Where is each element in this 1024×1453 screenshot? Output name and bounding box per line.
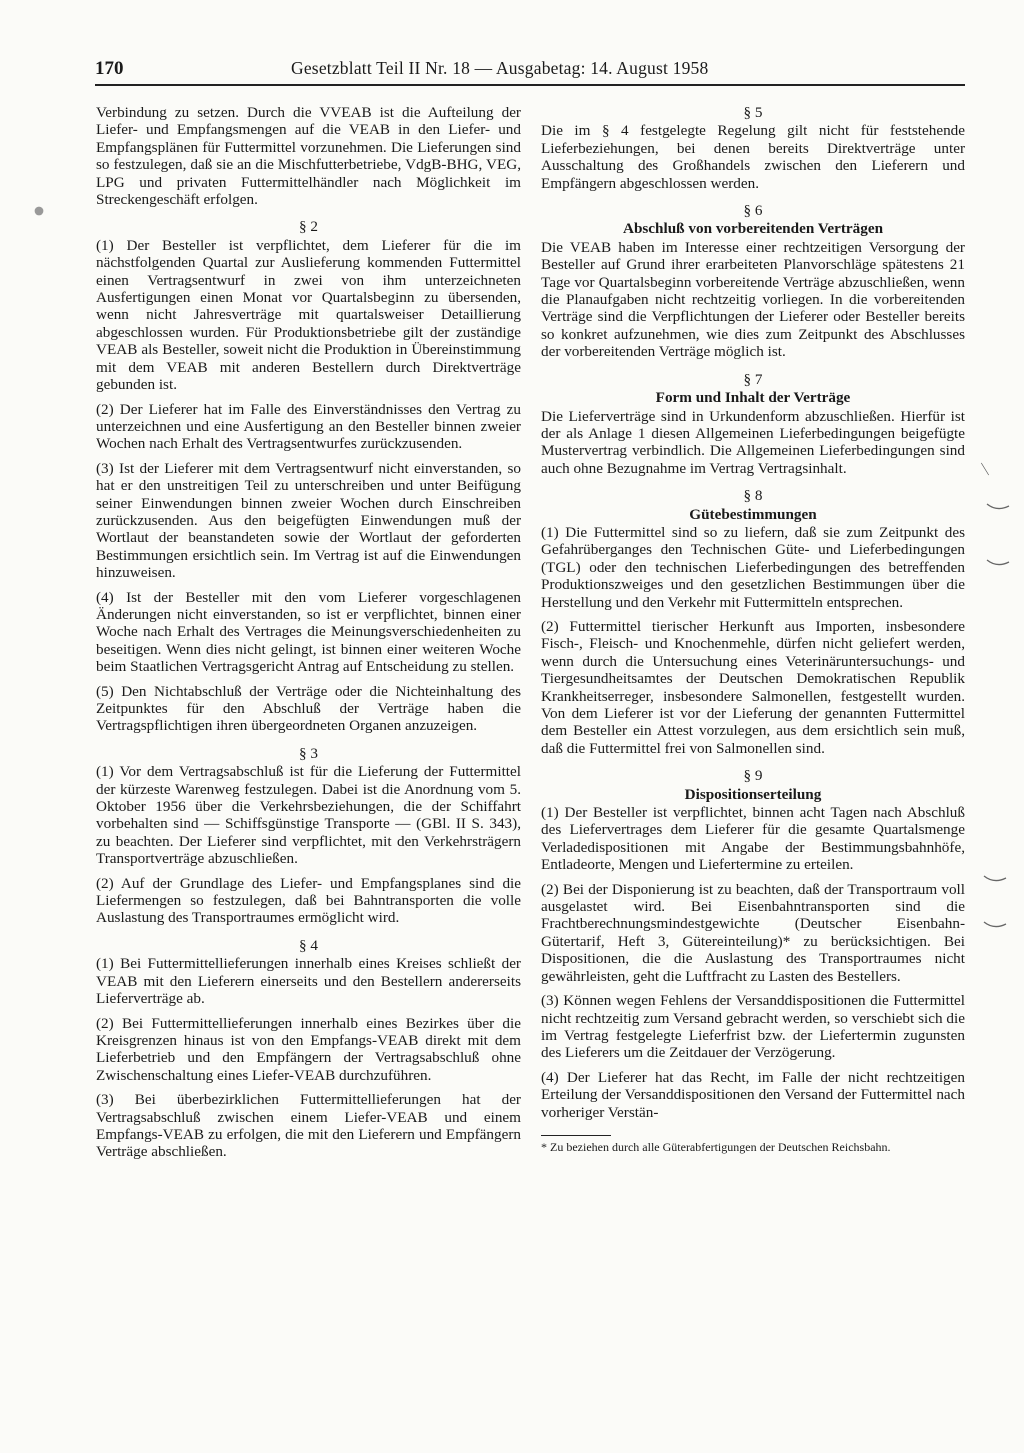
s5-paragraph-1: Die im § 4 festgelegte Regelung gilt nicht für feststehende Lieferbeziehungen, bei denen bereits Direktverträge unter Ausschaltung des Großhandels zwischen den Lieferern und Empfängern abgeschlossen werden. xyxy=(541,122,965,192)
s2-paragraph-5: (5) Den Nichtabschluß der Verträge oder die Nichteinhaltung des Zeitpunktes für den Abschluß der Verträge haben die Vertragspflichtigen ihren übergeordneten Organen anzuzeigen. xyxy=(96,682,521,735)
s9-paragraph-2: (2) Bei der Disponierung ist zu beachten, daß der Transportraum voll ausgelastet wird. Bei Eisenbahntransporten sind die Frachtberechnungsmindestgewichte (Deutscher Eisenbahn-Gütertarif, Heft 3, Gütereinteilung)* zu berücksichtigen. Bei Dispositionen, die die Auslastung des Transportraumes nicht gewährleisten, geht die Luftfracht zu Lasten des Bestellers. xyxy=(541,880,965,985)
footnote: * Zu beziehen durch alle Güterabfertigungen der Deutschen Reichsbahn. xyxy=(541,1139,891,1154)
s9-paragraph-1: (1) Der Besteller ist verpflichtet, binnen acht Tagen nach Abschluß des Liefervertrages dem Lieferer für die gesamte Quartalsmenge Verladedispositionen mit Angabe der Bestimmungsbahnhöfe, Entladeorte, Mengen und Liefertermine zu erteilen. xyxy=(541,804,965,874)
section-4-title: § 4 xyxy=(299,936,318,954)
section-3-title: § 3 xyxy=(299,744,318,762)
s4-paragraph-3: (3) Bei überbezirklichen Futtermittellieferungen hat der Vertragsabschluß zwischen einem Liefer-VEAB und einem Empfangs-VEAB zu erfolgen, die mit den Lieferern und Empfängern Verträge abschließen. xyxy=(96,1091,521,1161)
margin-tick-mark xyxy=(982,872,1008,886)
header-title: Gesetzblatt Teil II Nr. 18 — Ausgabetag: 14. August 1958 xyxy=(291,58,709,78)
s2-paragraph-3: (3) Ist der Lieferer mit dem Vertragsentwurf nicht einverstanden, so hat er den unstreitigen Teil zu unterschreiben und unter Beifügung seiner Einwendungen binnen zweier Wochen durch Einschreiben zurückzusenden. Aus den beigefügten Einwendungen muß der Wortlaut der beanstandeten sowie der Wortlaut der geforderten Bestimmungen ersichtlich sein. Im Vertrag ist auf die Einwendungen hinzuweisen. xyxy=(96,459,521,582)
s4-paragraph-1: (1) Bei Futtermittellieferungen innerhalb eines Kreises schließt der VEAB mit den Lieferern einerseits und den Bestellern andererseits Lieferverträge ab. xyxy=(96,955,521,1008)
s8-paragraph-1: (1) Die Futtermittel sind so zu liefern, daß sie zum Zeitpunkt des Gefahrüberganges den Technischen Güte- und Lieferbedingungen (TGL) oder den technischen Lieferbedingungen des betreffenden Produktionszweiges und den gesetzlichen Bestimmungen über die Herstellung und den Verkehr mit Futtermitteln entsprechen. xyxy=(541,523,965,611)
s3-paragraph-1: (1) Vor dem Vertragsabschluß ist für die Lieferung der Futtermittel der kürzeste Warenweg festzulegen. Dabei ist die Anordnung vom 5. Oktober 1956 über die Verkehrsbeziehungen, die der Schiffahrt vorbehalten sind — Schiffsgünstige Transporte — (GBl. II S. 343), zu beachten. Der Lieferer sind verpflichtet, mit den Verkehrsträgern Transportverträge abzuschließen. xyxy=(96,763,521,868)
margin-tick-mark xyxy=(985,556,1011,570)
margin-dot-mark xyxy=(26,204,34,212)
s2-paragraph-1: (1) Der Besteller ist verpflichtet, dem Lieferer für die im nächstfolgenden Quartal zur Auslieferung kommenden Futtermittel einen Vertragsentwurf in zwei von ihm unterzeichneten Ausfertigungen einen Monat vor Quartalsbeginn zu übersenden, wenn nicht Jahresverträge mit quartalsweiser Detaillierung abgeschlossen wurden. Für Produktionsbetriebe gilt der zuständige VEAB als Besteller, soweit nicht die Produktion in Übereinstimmung mit dem VEAB mit anderen Bestellern durch Direktverträge gebunden ist. xyxy=(96,236,521,394)
s9-paragraph-4: (4) Der Lieferer hat das Recht, im Falle der nicht rechtzeitigen Erteilung der Versanddispositionen den Versand der Futtermittel nach vorheriger Verstän- xyxy=(541,1068,965,1121)
right-column xyxy=(541,104,965,1154)
section-9-title: § 9 xyxy=(743,767,763,785)
section-5-title: § 5 xyxy=(743,104,763,121)
section-7-heading: Form und Inhalt der Verträge xyxy=(655,389,851,407)
s3-paragraph-2: (2) Auf der Grundlage des Liefer- und Empfangsplanes sind die Liefermengen so festzulegen, daß bei Bahntransporten die volle Auslastung des Transportraumes ermöglicht wird. xyxy=(96,874,521,927)
margin-tick-mark xyxy=(985,500,1011,514)
section-8-heading: Gütebestimmungen xyxy=(689,505,817,523)
s9-paragraph-3: (3) Können wegen Fehlens der Versanddispositionen die Futtermittel nicht rechtzeitig zum Versand gebracht werden, so verschiebt sich die im Vertrag festgelegte Lieferfrist bzw. der Liefertermin zugunsten des Lieferers um die Zeitdauer der Verzögerung. xyxy=(541,992,965,1062)
s2-paragraph-2: (2) Der Lieferer hat im Falle des Einverständnisses den Vertrag zu unterzeichnen und eine Ausfertigung an den Besteller binnen zweier Wochen nach Erhalt des Vertragsentwurfes zurückzusenden. xyxy=(96,400,521,453)
margin-tick-mark xyxy=(982,918,1008,932)
header-rule xyxy=(95,84,965,86)
left-column xyxy=(96,104,521,1168)
margin-slash-mark xyxy=(972,462,992,492)
s6-paragraph-1: Die VEAB haben im Interesse einer rechtzeitigen Versorgung der Besteller auf Grund ihrer erarbeiteten Planvorschläge spätestens 21 Tage vor Quartalsbeginn vorbereitende Verträge abzuschließen, wenn die Planaufgaben nicht rechtzeitig vorliegen. In die vorbereitenden Verträge sind die Verpflichtungen der Lieferer oder Besteller bereits so konkret aufzunehmen, wie dies zum Zeitpunkt des Abschlusses der vorbereitenden Verträge möglich ist. xyxy=(541,238,965,361)
section-7-title: § 7 xyxy=(743,370,763,388)
s8-paragraph-2: (2) Futtermittel tierischer Herkunft aus Importen, insbesondere Fisch-, Fleisch- und Knochenmehle, dürfen nicht geliefert werden, wenn durch die Untersuchung eines Veterinäruntersuchungs- und Tiergesundheitsamtes der Deutschen Demokratischen Republik Krankheitserreger, insbesondere Salmonellen, festgestellt wurden. Von dem Lieferer ist vor der Lieferung der genannten Futtermittel dem Besteller ein Attest vorzulegen, aus dem ersichtlich sein muß, daß die Futtermittel frei von Salmonellen sind. xyxy=(541,617,965,757)
section-2-title: § 2 xyxy=(299,218,318,236)
s7-paragraph-1: Die Lieferverträge sind in Urkundenform abzuschließen. Hierfür ist der als Anlage 1 diesen Allgemeinen Lieferbedingungen beigefügte Mustervertrag verbindlich. Die Allgemeinen Lieferbedingungen sind auch ohne Bezugnahme im Vertrag Vertragsinhalt. xyxy=(541,407,965,477)
s2-paragraph-4: (4) Ist der Besteller mit den vom Lieferer vorgeschlagenen Änderungen nicht einverstanden, so ist er verpflichtet, binnen einer Woche nach Erhalt des Vertrages die Meinungsverschiedenheiten zu beseitigen. Wenn dies nicht gelingt, ist binnen einer weiteren Woche beim Staatlichen Vertragsgericht Antrag auf Entscheidung zu stellen. xyxy=(96,588,521,676)
s4-paragraph-2: (2) Bei Futtermittellieferungen innerhalb eines Bezirkes über die Kreisgrenzen hinaus ist von den Empfangs-VEAB direkt mit dem Lieferbetrieb und den Empfängern der Vertragsabschluß ohne Zwischenschaltung eines Liefer-VEAB durchzuführen. xyxy=(96,1014,521,1084)
footnote-rule xyxy=(541,1135,611,1136)
section-6-heading: Abschluß von vorbereitenden Verträgen xyxy=(622,220,884,238)
section-6-title: § 6 xyxy=(743,202,763,220)
section-9-heading: Dispositionserteilung xyxy=(684,785,822,803)
intro-paragraph: Verbindung zu setzen. Durch die VVEAB ist die Aufteilung der Liefer- und Empfangsmengen auf die VEAB in den Liefer- und Empfangsplänen für Futtermittel vorzunehmen. Die Lieferungen sind so festzulegen, daß sie an die Mischfutterbetriebe, VdgB-BHG, VEG, LPG und privaten Futtermittelhändler nach Möglichkeit im Streckengeschäft erfolgen. xyxy=(96,104,521,209)
section-8-title: § 8 xyxy=(743,487,763,505)
page-number: 170 xyxy=(95,58,124,79)
